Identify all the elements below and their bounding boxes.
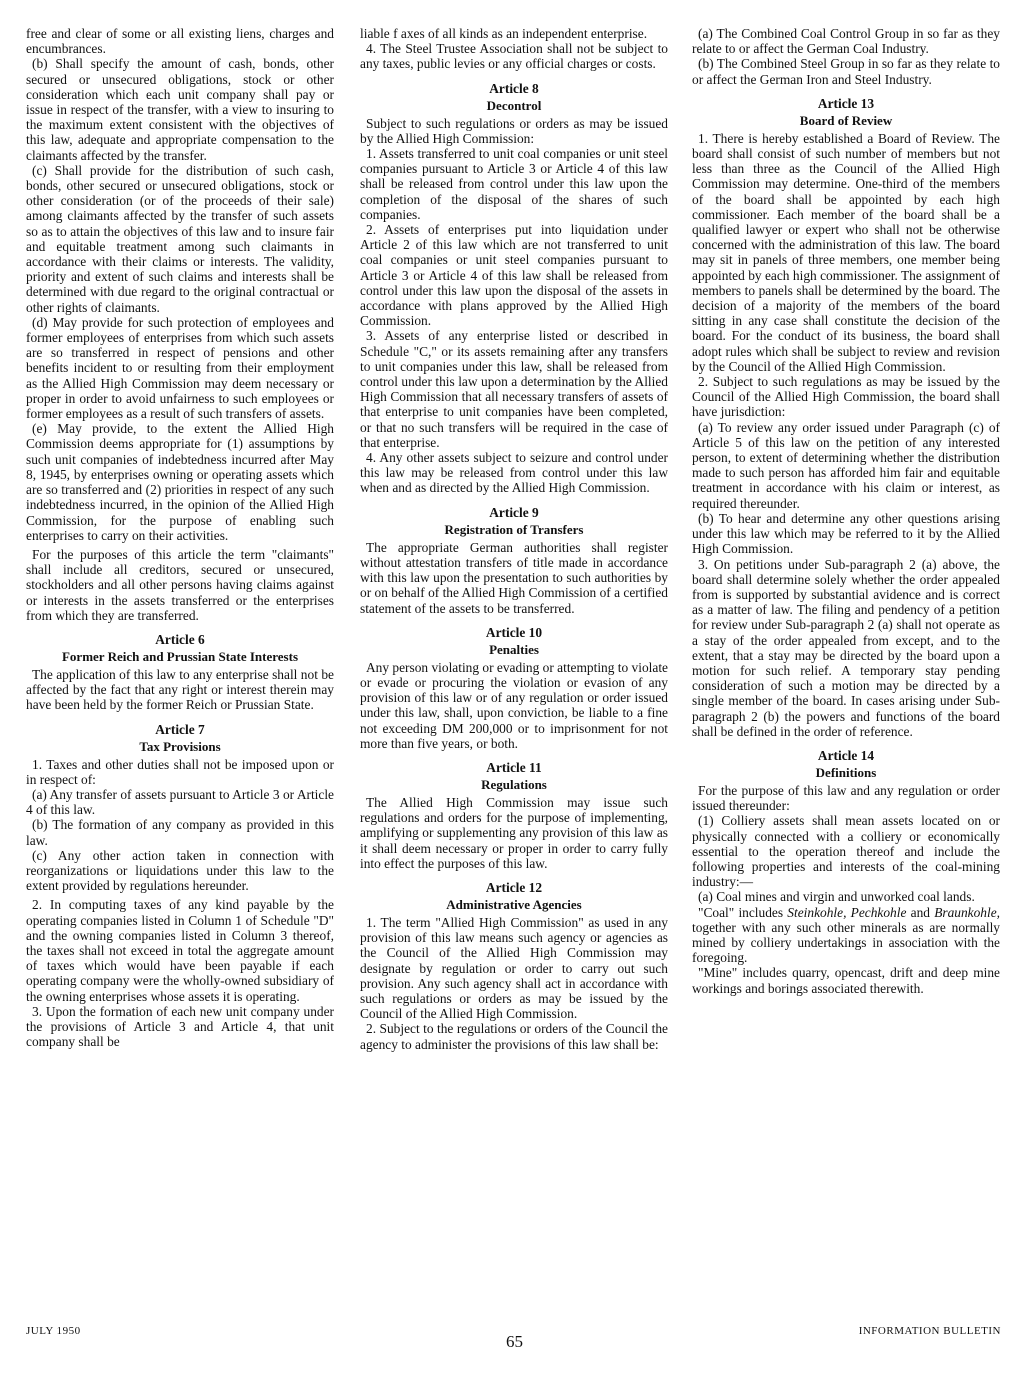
- paragraph: (e) May provide, to the extent the Allied High Commission deems appropriate for (1) assumptions by such unit companies of indebtedness incurred after May 8, 1945, by enterprises owning or operating assets which are so transferred and (2) priorities in respect of any such indebtedness incurred, in the opinion of the Allied High Commission, for the purpose of enabling such enterprises to carry on their activities.: [26, 421, 334, 543]
- article-9-subtitle: Registration of Transfers: [444, 521, 584, 537]
- paragraph: (a) Coal mines and virgin and unworked coal lands.: [698, 889, 975, 905]
- paragraph: (a) The Combined Coal Control Group in so far as they relate to or affect the German Coal Industry.: [692, 26, 1000, 57]
- article-11-title: Article 11: [486, 759, 542, 775]
- article-8-title: Article 8: [489, 80, 539, 96]
- article-9-title: Article 9: [489, 504, 539, 520]
- paragraph: liable f axes of all kinds as an independent enterprise.: [360, 26, 648, 41]
- paragraph: (c) Shall provide for the distribution of such cash, bonds, other secured or unsecured obligations, stock or other consideration (or of the proceeds of their sale) among claimants affected by the transfer of such assets so as to attain the objectives of this law and to insure fair and equitable treatment among such claimants in accordance with their claims or interests. The validity, priority and extent of such claims and interests shall be determined with due regard to the original contractual or other rights of claimants.: [26, 162, 334, 315]
- paragraph: 4. The Steel Trustee Association shall not be subject to any taxes, public levies or any official charges or costs.: [360, 41, 668, 72]
- paragraph: [692, 905, 1000, 966]
- article-6-subtitle: Former Reich and Prussian State Interests: [61, 648, 299, 664]
- article-13-title: Article 13: [817, 95, 875, 111]
- paragraph: (b) Shall specify the amount of cash, bonds, other secured or unsecured obligations, stock or other consideration which each unit company shall pay or issue in respect of the transfer, with a view to insuring to the maximum extent consistent with the objectives of this law, adequate and appropriate compensation to the claimants affected by the transfer.: [26, 56, 334, 163]
- article-11-subtitle: Regulations: [481, 776, 547, 792]
- paragraph: 1. The term "Allied High Commission" as used in any provision of this law means such agency or agencies as the Council of the Allied High Commission may designate by regulation or order to carry out such provision. Any such agency shall act in accordance with such regulations or orders as may be issued by the Council of the Allied High Commission.: [360, 914, 668, 1022]
- paragraph: The application of this law to any enterprise shall not be affected by the fact that any right or interest therein may have been held by the former Reich or Prussian State.: [26, 666, 334, 713]
- paragraph: (d) May provide for such protection of employees and former employees of enterprises from which such assets are so transferred in respect of pensions and other benefits incident to or resulting from their employment as the Allied High Commission may deem necessary or proper in order to avoid unfairness to such employees or former employees as a result of such transfers of assets.: [26, 314, 334, 422]
- italic-term: Steinkohle, Pechkohle: [787, 904, 907, 920]
- paragraph: (c) Any other action taken in connection with reorganizations or liquidations under this law to the extent provided by regulations hereunder.: [26, 847, 334, 894]
- article-8-subtitle: Decontrol: [486, 97, 542, 113]
- article-13-subtitle: Board of Review: [799, 112, 893, 128]
- paragraph: 4. Any other assets subject to seizure and control under this law may be released from control under this law when and as directed by the Allied High Commission.: [360, 450, 668, 496]
- paragraph: For the purpose of this law and any regulation or order issued thereunder:: [692, 782, 1000, 814]
- paragraph: (b) The Combined Steel Group in so far as they relate to or affect the German Iron and Steel Industry.: [692, 56, 1000, 87]
- paragraph: Any person violating or evading or attempting to violate or evade or procuring the violation or evasion of any provision of this law or of any regulation or order issued under this law, shall, upon conviction, be liable to a fine not exceeding DM 200,000 or to imprisonment for not more than five years, or both.: [360, 659, 668, 751]
- article-6-title: Article 6: [155, 631, 205, 647]
- paragraph: 3. On petitions under Sub-paragraph 2 (a) above, the board shall determine solely whether the order appealed from is supported by substantial avidence and is correct as a matter of law. The filing and pendency of a petition for review under Sub-paragraph 2 (a) shall not operate as a stay of the order appealed from except, and to the extent, that a stay may be directed by the board upon a motion for such relief. A temporary stay pending consideration of such a motion may be directed by a single member of the board. In cases arising under Sub-paragraph 2 (b) the powers and functions of the board shall be defined in the order of reference.: [692, 556, 1000, 739]
- paragraph: (a) To review any order issued under Paragraph (c) of Article 5 of this law on the petition of any interested person, to extent of determining whether the distribution made to such person has afforded him fair and equitable treatment in accordance with his claim or interest, as required thereunder.: [692, 419, 1000, 511]
- italic-term: Braunkohle,: [934, 904, 1001, 920]
- article-12-title: Article 12: [485, 879, 543, 895]
- article-7-title: Article 7: [155, 721, 205, 737]
- text-run: together with any such other minerals as are normally mined by colliery undertakings in association with the foregoing.: [692, 919, 1000, 966]
- paragraph: "Mine" includes quarry, opencast, drift and deep mine workings and borings associated therewith.: [692, 965, 1000, 996]
- column-right: [692, 26, 1000, 996]
- article-10-subtitle: Penalties: [489, 641, 539, 657]
- column-middle: [360, 26, 668, 1052]
- paragraph: 3. Assets of any enterprise listed or described in Schedule "C," or its assets remaining after any transfers to unit companies under this law, shall be released from control under this law upon a determination by the Allied High Commission that all necessary transfers of assets of that enterprise to unit companies have been completed, or that no such transfers will be required in the case of that enterprise.: [360, 328, 668, 450]
- footer-date: JULY 1950: [26, 1325, 81, 1337]
- paragraph: For the purposes of this article the term "claimants" shall include all creditors, secured or unsecured, stockholders and all other persons having claims against or interests in the assets transferred or the enterprises from which they are transferred.: [26, 546, 334, 623]
- paragraph: (1) Colliery assets shall mean assets located on or physically connected with a colliery or economically essential to the operation thereof and include the following properties and interests of the coal-mining industry:—: [692, 813, 1000, 890]
- paragraph: The Allied High Commission may issue such regulations and orders for the purpose of implementing, amplifying or supplementing any provision of this law as it shall deem necessary or proper in order to carry fully into effect the purposes of this law.: [360, 794, 668, 871]
- paragraph: free and clear of some or all existing liens, charges and encumbrances.: [26, 26, 334, 57]
- article-14-subtitle: Definitions: [815, 764, 877, 780]
- paragraph: 1. Assets transferred to unit coal companies or unit steel companies pursuant to Article 3 or Article 4 of this law shall be released from control under this law upon the completion of the disposal of the shares of such companies.: [360, 146, 668, 222]
- article-10-title: Article 10: [485, 624, 543, 640]
- text-run: "Coal" includes: [698, 904, 788, 920]
- paragraph: 2. Subject to such regulations as may be issued by the Council of the Allied High Commission, the board shall have jurisdiction:: [692, 374, 1000, 420]
- paragraph: The appropriate German authorities shall register without attestation transfers of title made in accordance with this law upon the presentation to such authorities by or on behalf of the Allied High Commission of a certified statement of the assets to be transferred.: [360, 539, 668, 616]
- paragraph: Subject to such regulations or orders as may be issued by the Allied High Commission:: [360, 115, 668, 146]
- paragraph: (b) The formation of any company as provided in this law.: [26, 817, 334, 848]
- paragraph: (a) Any transfer of assets pursuant to Article 3 or Article 4 of this law.: [26, 786, 334, 818]
- paragraph: 3. Upon the formation of each new unit company under the provisions of Article 3 and Article 4, that unit company shall be: [26, 1003, 334, 1050]
- article-14-title: Article 14: [817, 747, 875, 763]
- paragraph: 2. Subject to the regulations or orders of the Council the agency to administer the provisions of this law shall be:: [360, 1021, 668, 1052]
- footer-publication: INFORMATION BULLETIN: [858, 1325, 1001, 1337]
- page-number: 65: [506, 1332, 523, 1351]
- column-left: [26, 26, 334, 1049]
- paragraph: 1. Taxes and other duties shall not be imposed upon or in respect of:: [26, 756, 334, 787]
- paragraph: (b) To hear and determine any other questions arising under this law which may be referred to it by the Allied High Commission.: [692, 510, 1000, 557]
- paragraph: 1. There is hereby established a Board of Review. The board shall consist of such number of members but not less than three as the Council of the Allied High Commission may determine. One-third of the members of the board shall be appointed by each high commissioner. Each member of the board shall be a qualified lawyer or expert who shall not be otherwise concerned with the administration of this law. The board may sit in panels of three members, one member being appointed by each high commissioner. The assignment of members to panels shall be determined by the board. The decision of a majority of the members of the board sitting in any case shall constitute the decision of the board. For the conduct of its business, the board shall adopt rules which shall be subject to review and revision by the Council of the Allied High Commission.: [692, 130, 1000, 374]
- paragraph: 2. Assets of enterprises put into liquidation under Article 2 of this law which are not transferred to unit coal companies or unit steel companies pursuant to Article 3 or Article 4 of this law shall be released from control under this law upon the disposal of the assets in accordance with plans approved by the Allied High Commission.: [360, 222, 668, 329]
- paragraph: 2. In computing taxes of any kind payable by the operating companies listed in Column 1 of Schedule "D" and the owning companies listed in Column 3 thereof, the taxes shall not exceed in total the aggregate amount of taxes which would have been payable if each operating company were the wholly-owned subsidiary of the owning enterprises whose assets it is operating.: [26, 897, 334, 1004]
- text-run: and: [906, 904, 935, 920]
- article-12-subtitle: Administrative Agencies: [446, 896, 582, 912]
- article-7-subtitle: Tax Provisions: [139, 738, 221, 754]
